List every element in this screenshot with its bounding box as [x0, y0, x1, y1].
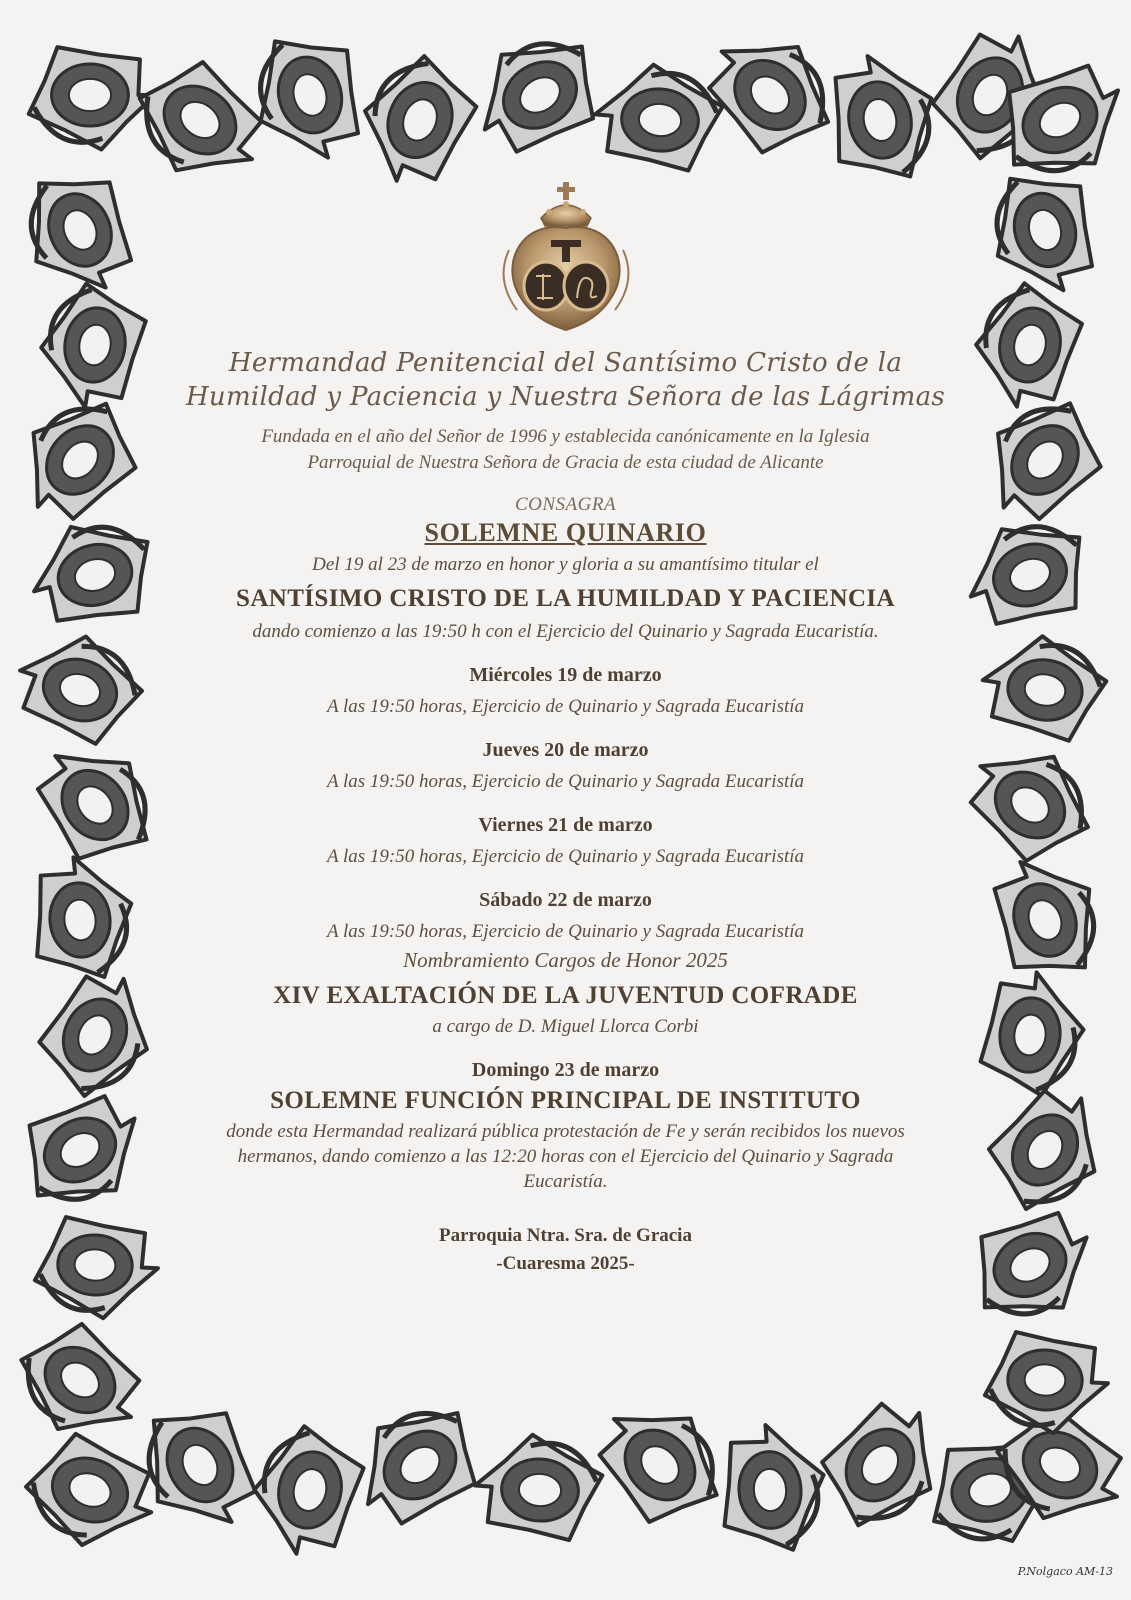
day-text: A las 19:50 horas, Ejercicio de Quinario y Sagrada Eucaristía — [326, 846, 805, 867]
frame-ornament — [27, 852, 138, 984]
frame-ornament — [965, 276, 1087, 416]
frame-ornament — [718, 1421, 829, 1554]
frame-ornament — [6, 620, 153, 752]
frame-ornament — [8, 157, 148, 309]
schedule — [175, 662, 956, 1194]
frame-ornament — [821, 46, 946, 190]
day-label: Miércoles 19 de marzo — [469, 664, 662, 686]
founded-line-1: Fundada en el año del Señor de 1996 y establecida canónicamente en la Iglesia — [261, 426, 870, 447]
founded-line-2: Parroquial de Nuestra Señora de Gracia de esta ciudad de Alicante — [307, 452, 824, 473]
frame-ornament — [19, 723, 173, 880]
frame-ornament — [14, 1424, 168, 1563]
founding-note — [175, 424, 956, 476]
exaltacion-heading: XIV EXALTACIÓN DE LA JUVENTUD COFRADE — [273, 982, 858, 1009]
parish-name: Parroquia Ntra. Sra. de Gracia — [439, 1225, 692, 1246]
frame-ornament — [591, 60, 726, 173]
frame-ornament — [29, 47, 155, 149]
day-label: Jueves 20 de marzo — [482, 739, 649, 761]
frame-ornament — [953, 505, 1102, 640]
footer — [175, 1222, 956, 1278]
frame-ornament — [346, 43, 487, 198]
day-text: A las 19:50 horas, Ejercicio de Quinario y Sagrada Eucaristía — [326, 921, 805, 942]
frame-ornament — [33, 278, 150, 414]
exaltacion-speaker: a cargo de D. Miguel Llorca Corbi — [432, 1016, 699, 1037]
frame-ornament — [983, 1331, 1110, 1436]
frame-ornament — [456, 16, 617, 170]
artist-signature: P.Nolgaco AM-13 — [1017, 1565, 1113, 1578]
intro-time: dando comienzo a las 19:50 h con el Ejercicio del Quinario y Sagrada Eucaristía. — [252, 621, 879, 642]
sunday-text-1: donde esta Hermandad realizará pública protestación de Fe y serán recibidos los nuevos — [226, 1121, 905, 1142]
frame-ornament — [243, 1419, 369, 1564]
frame-ornament — [0, 381, 154, 538]
sunday-text-3: Eucaristía. — [523, 1171, 608, 1192]
invitation-content — [175, 180, 956, 1430]
sunday-label: Domingo 23 de marzo — [471, 1059, 660, 1081]
frame-ornament — [977, 160, 1107, 306]
frame-ornament — [6, 1078, 161, 1225]
frame-ornament — [33, 1216, 160, 1321]
titular-heading: SANTÍSIMO CRISTO DE LA HUMILDAD Y PACIENCIA — [236, 585, 895, 612]
frame-ornament — [978, 967, 1089, 1099]
frame-ornament — [27, 958, 171, 1112]
frame-ornament — [976, 628, 1112, 745]
brotherhood-title — [175, 346, 956, 414]
frame-ornament — [472, 1431, 605, 1542]
consagra-label: CONSAGRA — [514, 494, 617, 515]
frame-ornament — [241, 23, 374, 173]
frame-ornament — [956, 1196, 1109, 1339]
frame-ornament — [21, 509, 165, 636]
frame-ornament — [964, 381, 1119, 538]
day-text: A las 19:50 horas, Ejercicio de Quinario y Sagrada Eucaristía — [326, 696, 805, 717]
frame-ornament — [690, 11, 852, 172]
frame-ornament — [978, 841, 1117, 992]
frame-ornament — [973, 1072, 1124, 1229]
day-label: Sábado 22 de marzo — [479, 889, 652, 911]
day-text: A las 19:50 horas, Ejercicio de Quinario y Sagrada Eucaristía — [326, 771, 805, 792]
day-label: Viernes 21 de marzo — [478, 814, 653, 836]
sunday-text-2: hermanos, dando comienzo a las 12:20 horas con el Ejercicio del Quinario y Sagrada — [237, 1146, 894, 1167]
title-line-1: Hermandad Penitencial del Santísimo Cristo de la — [228, 348, 903, 378]
season: -Cuaresma 2025- — [496, 1253, 635, 1274]
quinario-heading: SOLEMNE QUINARIO — [424, 518, 707, 547]
brotherhood-crest-icon — [491, 180, 641, 340]
intro-line: Del 19 al 23 de marzo en honor y gloria a su amantísimo titular el — [312, 554, 819, 575]
honor-appointment: Nombramiento Cargos de Honor 2025 — [403, 948, 728, 972]
title-line-2: Humildad y Paciencia y Nuestra Señora de las Lágrimas — [185, 382, 946, 412]
frame-ornament — [952, 725, 1109, 878]
sunday-title: SOLEMNE FUNCIÓN PRINCIPAL DE INSTITUTO — [270, 1087, 861, 1114]
